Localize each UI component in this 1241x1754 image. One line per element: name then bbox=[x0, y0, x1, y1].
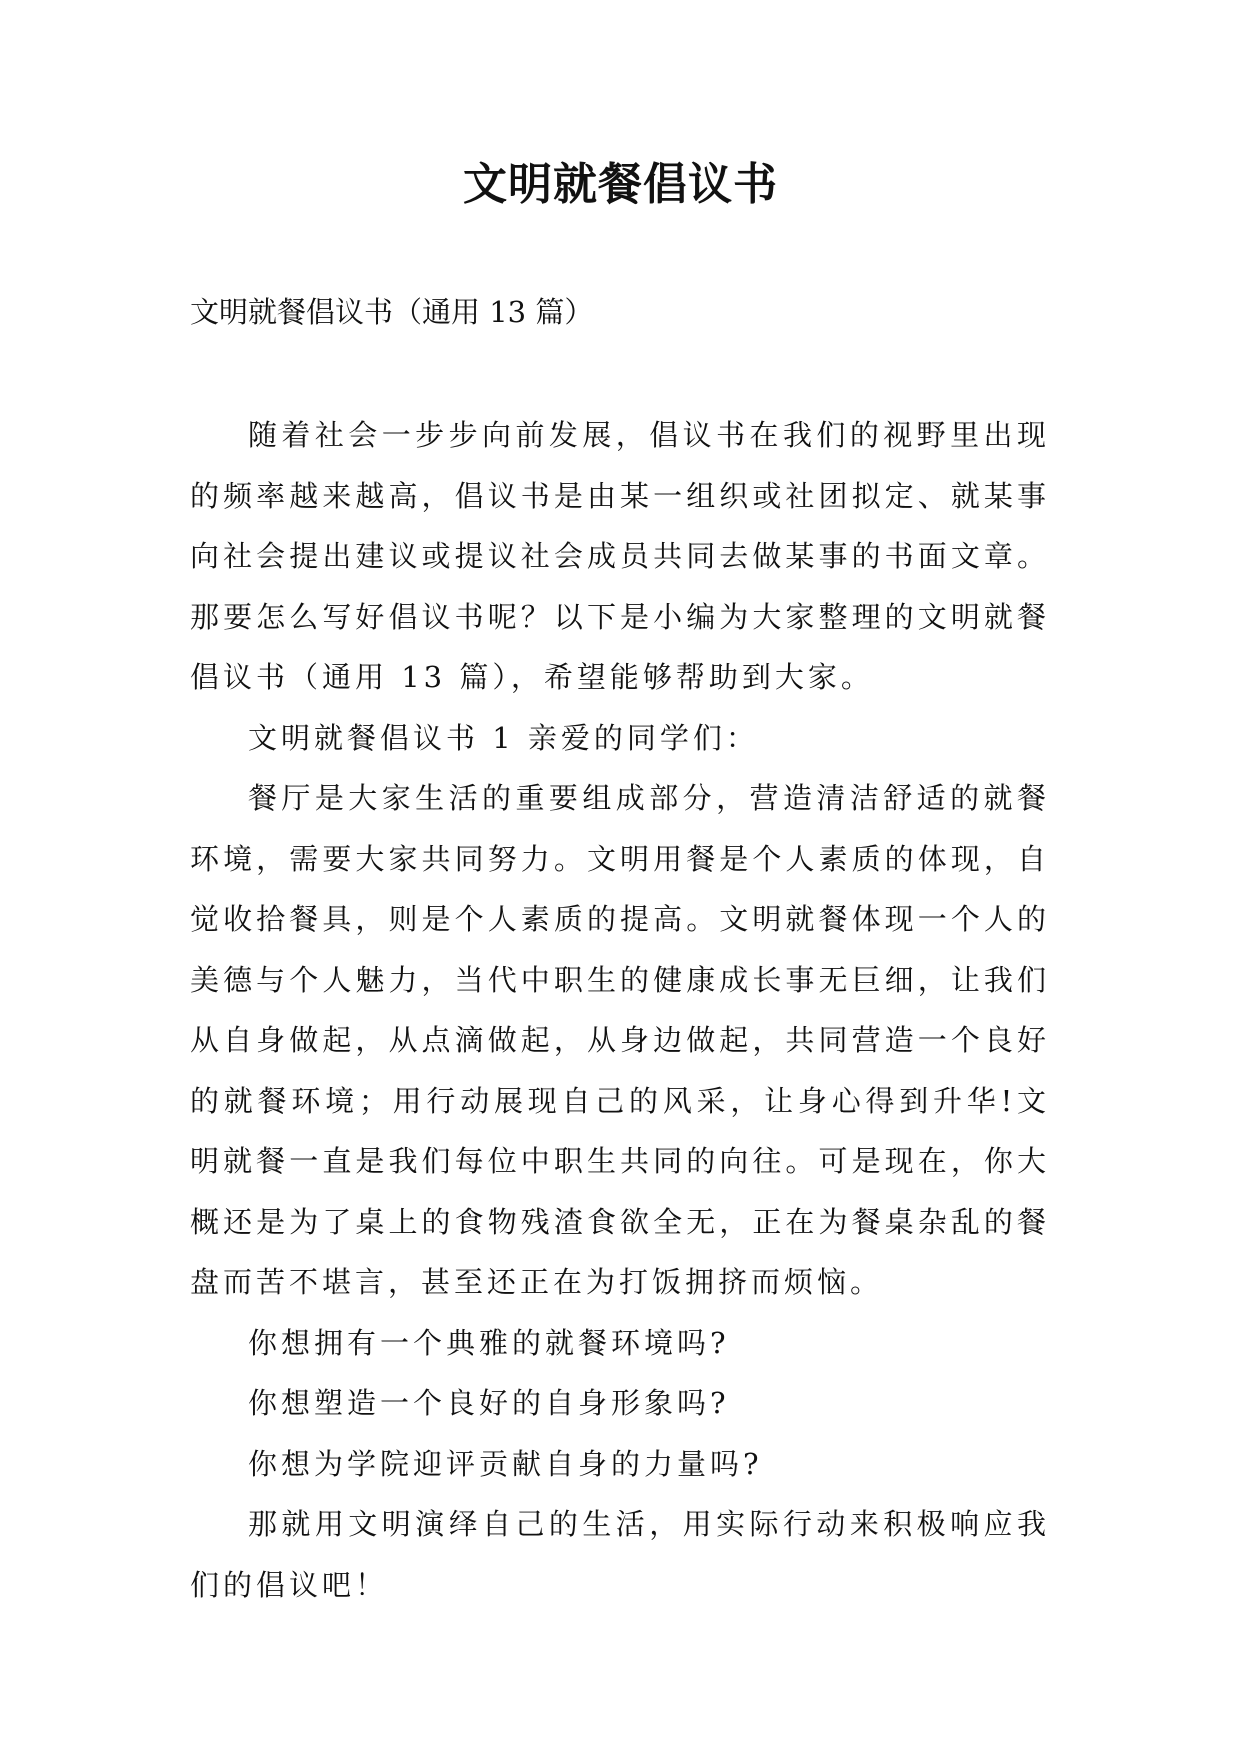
document-subtitle: 文明就餐倡议书（通用 13 篇） bbox=[190, 295, 594, 329]
salutation-paragraph: 文明就餐倡议书 1 亲爱的同学们： bbox=[248, 720, 759, 755]
question-paragraph: 你想拥有一个典雅的就餐环境吗? bbox=[248, 1325, 730, 1360]
question-paragraph: 你想为学院迎评贡献自身的力量吗? bbox=[248, 1446, 763, 1481]
closing-paragraph: 那就用文明演绎自己的生活，用实际行动来积极响应我们的倡议吧！ bbox=[190, 1507, 1050, 1602]
intro-paragraph: 随着社会一步步向前发展，倡议书在我们的视野里出现的频率越来越高，倡议书是由某一组织或社团拟定、就某事向社会提出建议或提议社会成员共同去做某事的书面文章。那要怎么写好倡议书呢？以下是小编为大家整理的文明就餐倡议书（通用 13 篇），希望能够帮助到大家。 bbox=[190, 418, 1050, 694]
document-body bbox=[190, 405, 1050, 1615]
document-title: 文明就餐倡议书 bbox=[463, 159, 778, 210]
body-paragraph: 餐厅是大家生活的重要组成部分，营造清洁舒适的就餐环境，需要大家共同努力。文明用餐是个人素质的体现，自觉收拾餐具，则是个人素质的提高。文明就餐体现一个人的美德与个人魅力，当代中职生的健康成长事无巨细，让我们从自身做起，从点滴做起，从身边做起，共同营造一个良好的就餐环境；用行动展现自己的风采，让身心得到升华!文明就餐一直是我们每位中职生共同的向往。可是现在，你大概还是为了桌上的食物残渣食欲全无，正在为餐桌杂乱的餐盘而苦不堪言，甚至还正在为打饭拥挤而烦恼。 bbox=[190, 781, 1050, 1299]
question-paragraph: 你想塑造一个良好的自身形象吗? bbox=[248, 1386, 730, 1420]
